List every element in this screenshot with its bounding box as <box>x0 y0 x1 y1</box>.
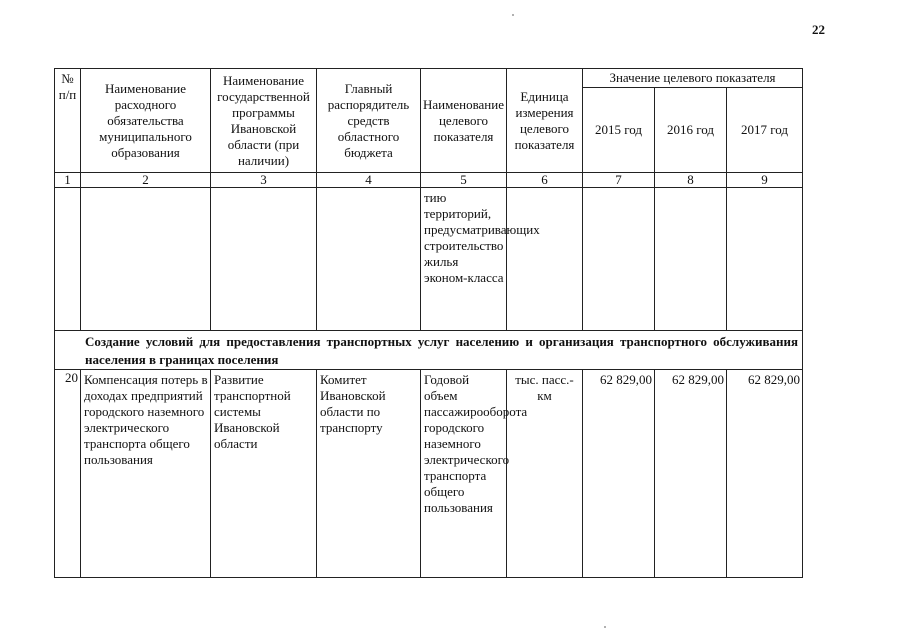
row-number: 20 <box>55 370 81 578</box>
column-number: 1 <box>55 173 81 188</box>
empty-cell <box>507 188 583 331</box>
header-obligation: Наименование расходного обязательства муниципального образования <box>81 69 211 173</box>
value-2016-cell: 62 829,00 <box>655 370 727 578</box>
value-2015-cell: 62 829,00 <box>583 370 655 578</box>
header-indicator: Наименование целевого показателя <box>421 69 507 173</box>
header-program: Наименование государственной программы Ивановской области (при наличии) <box>211 69 317 173</box>
column-number-row <box>55 173 803 188</box>
column-number: 5 <box>421 173 507 188</box>
empty-cell <box>727 188 803 331</box>
indicator-table <box>54 68 803 578</box>
page-number: 22 <box>812 22 825 37</box>
header-year-2015: 2015 год <box>583 88 655 173</box>
value-2017-cell: 62 829,00 <box>727 370 803 578</box>
obligation-cell: Компенсация потерь в доходах предприятий городского наземного электрического транспорта общего пользования <box>81 370 211 578</box>
header-administrator: Главный распорядитель средств областного бюджета <box>317 69 421 173</box>
header-indicator-values: Значение целевого показателя <box>583 69 803 88</box>
administrator-cell: Комитет Ивановской области по транспорту <box>317 370 421 578</box>
empty-cell <box>583 188 655 331</box>
column-number: 9 <box>727 173 803 188</box>
unit-cell: тыс. пасс.-км <box>507 370 583 578</box>
continued-indicator: тию территорий, предусматривающих строительство жилья эконом-класса <box>421 188 507 331</box>
scan-speck <box>604 626 606 628</box>
empty-cell <box>317 188 421 331</box>
empty-cell <box>655 188 727 331</box>
column-number: 8 <box>655 173 727 188</box>
column-number: 6 <box>507 173 583 188</box>
column-number: 4 <box>317 173 421 188</box>
continued-row <box>55 188 803 331</box>
empty-cell <box>55 188 81 331</box>
program-cell: Развитие транспортной системы Ивановской области <box>211 370 317 578</box>
header-unit: Единица измерения целевого показателя <box>507 69 583 173</box>
header-row-number: № п/п <box>55 69 81 173</box>
indicator-cell: Годовой объем пассажирооборота городского наземного электрического транспорта общего пользования <box>421 370 507 578</box>
column-number: 7 <box>583 173 655 188</box>
column-number: 2 <box>81 173 211 188</box>
section-row <box>55 331 803 370</box>
column-number: 3 <box>211 173 317 188</box>
empty-cell <box>81 188 211 331</box>
section-title: Создание условий для предоставления транспортных услуг населению и организация транспортного обслуживания населения в границах поселения <box>55 331 803 370</box>
header-year-2016: 2016 год <box>655 88 727 173</box>
empty-cell <box>211 188 317 331</box>
table-row <box>55 370 803 578</box>
scan-speck <box>512 14 514 16</box>
header-year-2017: 2017 год <box>727 88 803 173</box>
